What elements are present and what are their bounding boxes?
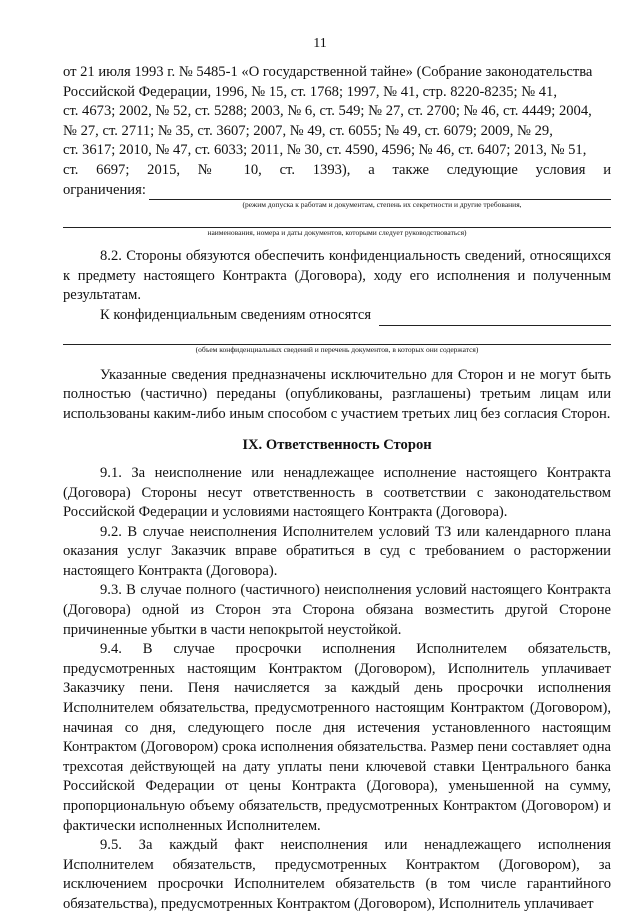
intro-line: № 27, ст. 2711; № 35, ст. 3607; 2007, № 49, ст. 6055; № 49, ст. 6079; 2009, № 29, [63, 122, 553, 139]
restrictions-blank-line [149, 185, 611, 200]
intro-line: от 21 июля 1993 г. № 5485-1 «О государственной тайне» (Собрание законодательства [63, 64, 593, 80]
clause-9-5: 9.5. За каждый факт неисполнения или ненадлежащего исполнения Исполнителем обязательств, предусмотренных Контрактом (Договором), за исключением просрочки Исполнителем обязательств (в том числе гарантийного обязательства), предусмотренных Контрактом (Договором), Исполнитель уплачивает [63, 837, 611, 912]
caption-scope: (объем конфиденциальных сведений и перечень документов, в которых они содержатся) [195, 344, 479, 354]
clause-9-4: 9.4. В случае просрочки исполнения Исполнителем обязательств, предусмотренных настоящим Контрактом (Договором), Исполнитель уплачивает Заказчику пени. Пеня начисляется за каждый день просрочки исполнения Исполнителем обязательства, предусмотренного настоящим Контрактом (Договором), начиная со дня, следующего после дня истечения установленного настоящим Контрактом (Договором) срока исполнения обязательства. Размер пени составляет одна трехсотая действующей на дату уплаты пени ключевой ставки Центрального банка Российской Федерации от цены Контракта (Договора), уменьшенной на сумму, пропорциональную объему обязательств, предусмотренных Контрактом (Договором) и фактически исполненных Исполнителем. [63, 641, 611, 834]
documents-blank-line [63, 213, 611, 228]
intro-line: ст. 4673; 2002, № 52, ст. 5288; 2003, № 6, ст. 549; № 27, ст. 2700; № 46, ст. 4449; 2004, [63, 103, 592, 120]
intended-paragraph: Указанные сведения предназначены исключительно для Сторон и не могут быть полностью (частично) переданы (опубликованы, разглашены) третьим лицам или использованы каким-либо иным способом с участием третьих лиц без согласия Сторон. [63, 366, 611, 422]
clause-9-3: 9.3. В случае полного (частичного) неисполнения условий настоящего Контракта (Договора) одной из Сторон эта Сторона обязана возместить другой Стороне причиненные убытки в части непокрытой неустойкой. [63, 582, 611, 638]
confidential-label: К конфиденциальным сведениям относятся [100, 306, 372, 323]
section-heading: IX. Ответственность Сторон [242, 437, 432, 454]
restrictions-row [63, 181, 611, 201]
page-number: 11 [313, 36, 327, 51]
caption-access: (режим допуска к работам и документам, степень их секретности и другие требования, [242, 200, 522, 210]
caption-documents: наименования, номера и даты документов, которыми следует руководствоваться) [207, 228, 467, 238]
clause-9-1: 9.1. За неисполнение или ненадлежащее исполнение настоящего Контракта (Договора) Стороны несут ответственность в соответствии с законодательством Российской Федерации и условиями настоящего Контракта (Договора). [63, 464, 611, 521]
confidential-blank-line [379, 311, 611, 326]
intro-line: ст. 6697; 2015, № 10, ст. 1393), а также следующие условия и [63, 161, 611, 178]
clause-8-2: 8.2. Стороны обязуются обеспечить конфиденциальность сведений, относящихся к предмету настоящего Контракта (Договора), ходу его исполнения и полученным результатам. [63, 248, 611, 304]
intro-line: Российской Федерации, 1996, № 15, ст. 1768; 1997, № 41, стр. 8220-8235; № 41, [63, 83, 558, 100]
intro-paragraph [63, 63, 611, 181]
intro-line: ст. 3617; 2010, № 47, ст. 6033; 2011, № 30, ст. 4590, 4596; № 46, ст. 6407; 2013, № 51, [63, 142, 587, 159]
restrictions-label: ограничения: [63, 181, 146, 198]
document-body [63, 63, 611, 915]
confidential-row [63, 306, 611, 326]
scope-blank-line [63, 330, 611, 345]
clause-9-2: 9.2. В случае неисполнения Исполнителем условий ТЗ или календарного плана оказания услуг Заказчик вправе обратиться в суд с требованием о расторжении настоящего Контракта (Договора). [63, 523, 611, 579]
